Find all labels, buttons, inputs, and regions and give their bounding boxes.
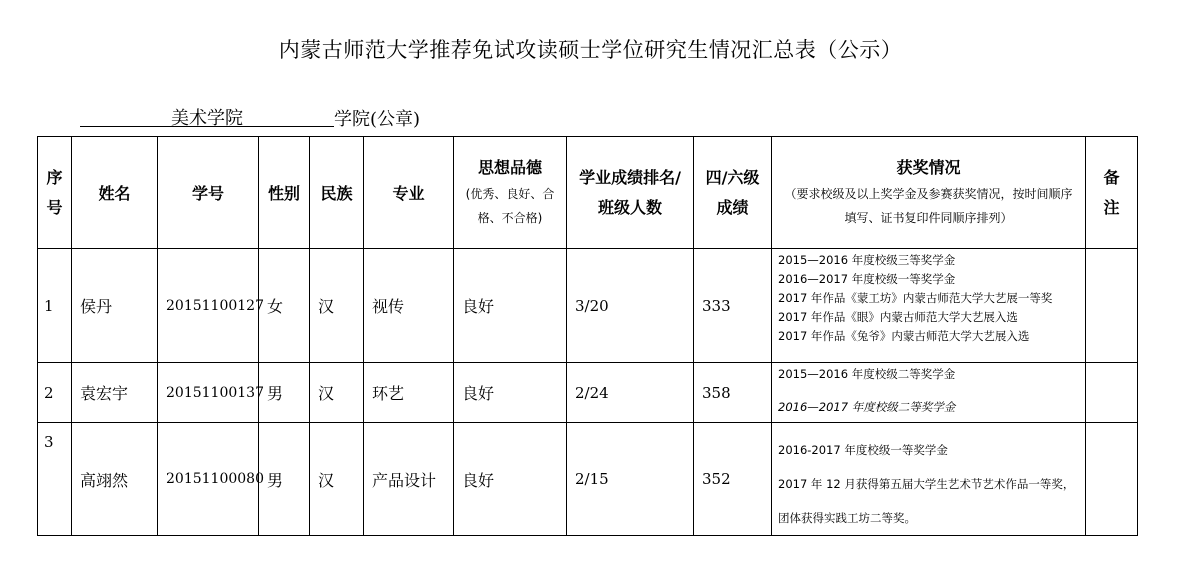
row-name: 袁宏宇 [72, 363, 158, 423]
row-seq: 1 [38, 249, 72, 363]
row-cet: 352 [694, 423, 772, 536]
header-remark: 备注 [1086, 137, 1138, 249]
row-rank: 2/15 [567, 423, 694, 536]
header-seq: 序号 [38, 137, 72, 249]
table-row [38, 423, 1138, 536]
header-name: 姓名 [72, 137, 158, 249]
header-row [38, 137, 1138, 249]
row-awards [772, 423, 1086, 536]
header-moral-note: (优秀、良好、合格、不合格) [465, 187, 555, 225]
row-major: 环艺 [364, 363, 454, 423]
document-title: 内蒙古师范大学推荐免试攻读硕士学位研究生情况汇总表（公示） [278, 38, 903, 62]
college-line [80, 104, 420, 128]
table-row [38, 249, 1138, 363]
row-gender: 男 [259, 423, 310, 536]
award-item: 2017 年 12 月获得第五届大学生艺术节艺术作品一等奖，团体获得实践工坊二等奖。 [778, 477, 1075, 525]
row-name: 高翊然 [72, 423, 158, 536]
row-id: 20151100137 [158, 363, 259, 423]
row-seq: 2 [38, 363, 72, 423]
award-item: 2017 年作品《兔爷》内蒙古师范大学大艺展入选 [778, 329, 1030, 343]
header-cet: 四/六级成绩 [694, 137, 772, 249]
row-rank: 3/20 [567, 249, 694, 363]
header-gender: 性别 [259, 137, 310, 249]
row-moral: 良好 [454, 249, 567, 363]
row-major: 视传 [364, 249, 454, 363]
table-row [38, 363, 1138, 423]
header-rank: 学业成绩排名/班级人数 [567, 137, 694, 249]
row-moral: 良好 [454, 423, 567, 536]
award-item: 2017 年作品《眼》内蒙古师范大学大艺展入选 [778, 310, 1018, 324]
row-remark [1086, 423, 1138, 536]
row-ethnic: 汉 [310, 363, 364, 423]
row-id: 20151100127 [158, 249, 259, 363]
college-suffix: 学院(公章) [334, 109, 421, 130]
award-item: 2016—2017 年度校级一等奖学金 [778, 272, 956, 286]
row-rank: 2/24 [567, 363, 694, 423]
row-name: 侯丹 [72, 249, 158, 363]
header-awards-note: （要求校级及以上奖学金及参赛获奖情况，按时间顺序填写、证书复印件同顺序排列） [784, 187, 1073, 225]
row-cet: 358 [694, 363, 772, 423]
row-ethnic: 汉 [310, 249, 364, 363]
header-awards-label: 获奖情况 [896, 158, 961, 177]
college-name-underline [80, 104, 334, 127]
award-item: 2017 年作品《蒙工坊》内蒙古师范大学大艺展一等奖 [778, 291, 1053, 305]
college-name: 美术学院 [171, 108, 243, 129]
award-item: 2015—2016 年度校级三等奖学金 [778, 253, 956, 267]
row-seq: 3 [38, 423, 72, 536]
award-item: 2016-2017 年度校级一等奖学金 [778, 443, 948, 457]
header-id: 学号 [158, 137, 259, 249]
row-major: 产品设计 [364, 423, 454, 536]
summary-table [37, 136, 1138, 536]
header-major: 专业 [364, 137, 454, 249]
row-awards [772, 363, 1086, 423]
row-moral: 良好 [454, 363, 567, 423]
row-gender: 男 [259, 363, 310, 423]
row-id: 20151100080 [158, 423, 259, 536]
header-ethnic: 民族 [310, 137, 364, 249]
header-moral-label: 思想品德 [477, 158, 542, 177]
row-cet: 333 [694, 249, 772, 363]
row-remark [1086, 363, 1138, 423]
row-ethnic: 汉 [310, 423, 364, 536]
header-moral [454, 137, 567, 249]
row-gender: 女 [259, 249, 310, 363]
row-awards [772, 249, 1086, 363]
award-item: 2016—2017 年度校级二等奖学金 [778, 400, 956, 414]
award-item: 2015—2016 年度校级二等奖学金 [778, 367, 956, 381]
row-remark [1086, 249, 1138, 363]
header-awards [772, 137, 1086, 249]
